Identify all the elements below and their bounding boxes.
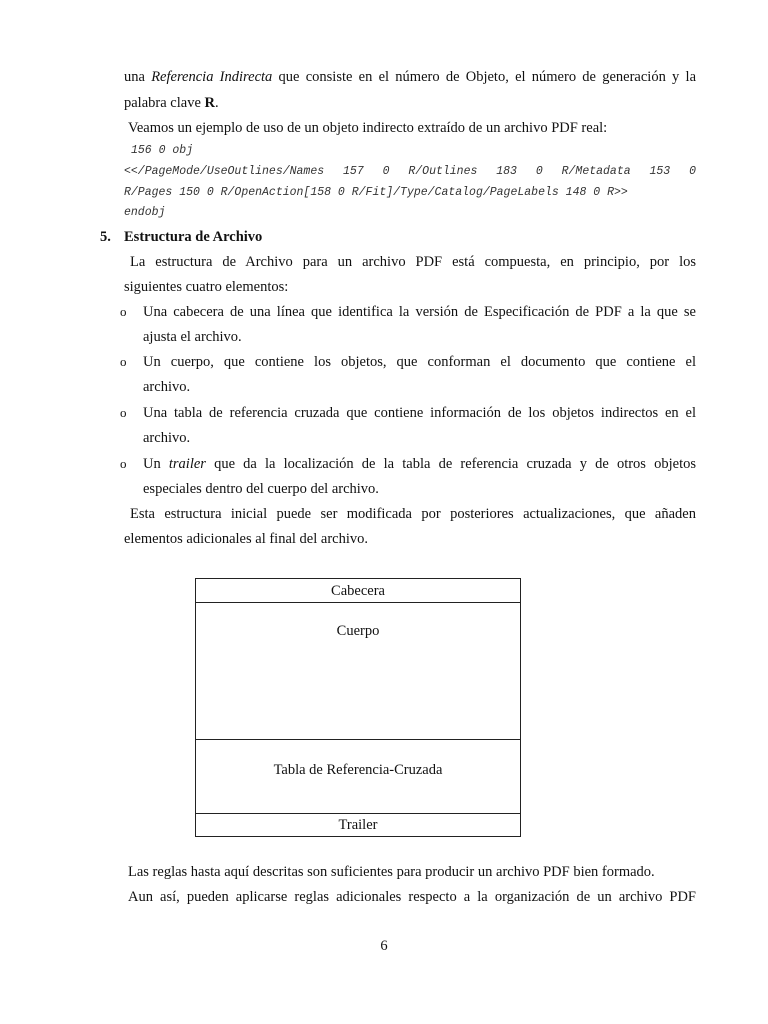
diagram-trailer-cell: Trailer [338,817,378,833]
bold-keyword: R [204,95,215,111]
bullet-marker: o [120,354,127,369]
paragraph-line: siguientes cuatro elementos: [124,279,289,295]
bullet-marker: o [120,304,127,319]
section-heading [100,228,111,246]
code-line: R/Pages 150 0 R/OpenAction[158 0 R/Fit]/Type/Catalog/PageLabels 148 0 R>> [124,186,628,199]
list-item-line: archivo. [143,430,191,446]
italic-term: trailer [168,456,206,472]
text: Un [143,456,169,472]
code-line: <</PageMode/UseOutlines/Names 157 0 R/Outlines 183 0 R/Metadata 153 0 [124,165,696,178]
section-number: 5. [100,229,111,245]
list-item-line: Una tabla de referencia cruzada que contiene información de los objetos indirectos en el [143,405,696,421]
list-item-line: ajusta el archivo. [143,329,242,345]
paragraph-line: Las reglas hasta aquí descritas son suficientes para producir un archivo PDF bien formado. [128,864,655,880]
text: palabra clave [124,95,205,111]
text: que consiste en el número de Objeto, el número de generación y la [272,69,697,85]
text: que da la localización de la tabla de referencia cruzada y de otros objetos [205,456,696,472]
paragraph-line: Esta estructura inicial puede ser modificada por posteriores actualizaciones, que añaden [130,506,696,522]
text: una [124,69,152,85]
section-title [124,228,262,246]
list-item-line: Un cuerpo, que contiene los objetos, que conforman el documento que contiene el [143,354,696,370]
list-item-line [143,455,696,473]
code-line: 156 0 obj [131,144,194,157]
file-structure-diagram [195,578,521,837]
diagram-header-cell: Cabecera [196,579,520,603]
text: . [215,95,219,111]
paragraph-line [124,68,696,86]
diagram-body-cell: Cuerpo [196,603,520,740]
code-line: endobj [124,206,166,219]
paragraph-line: elementos adicionales al final del archivo. [124,531,368,547]
diagram-xref-cell: Tabla de Referencia-Cruzada [196,740,520,814]
paragraph-line: Aun así, pueden aplicarse reglas adicionales respecto a la organización de un archivo PDF [128,889,696,905]
bullet-marker: o [120,456,127,471]
paragraph-line [124,94,219,112]
page-number: 6 [380,938,388,954]
italic-term: Referencia Indirecta [151,69,273,85]
paragraph-line: La estructura de Archivo para un archivo PDF está compuesta, en principio, por los [130,254,696,270]
bullet-marker: o [120,405,127,420]
list-item-line: archivo. [143,379,191,395]
paragraph-line: Veamos un ejemplo de uso de un objeto indirecto extraído de un archivo PDF real: [128,120,608,136]
section-title-text: Estructura de Archivo [124,229,263,245]
list-item-line: especiales dentro del cuerpo del archivo. [143,481,379,497]
list-item-line: Una cabecera de una línea que identifica la versión de Especificación de PDF a la que se [143,304,696,320]
